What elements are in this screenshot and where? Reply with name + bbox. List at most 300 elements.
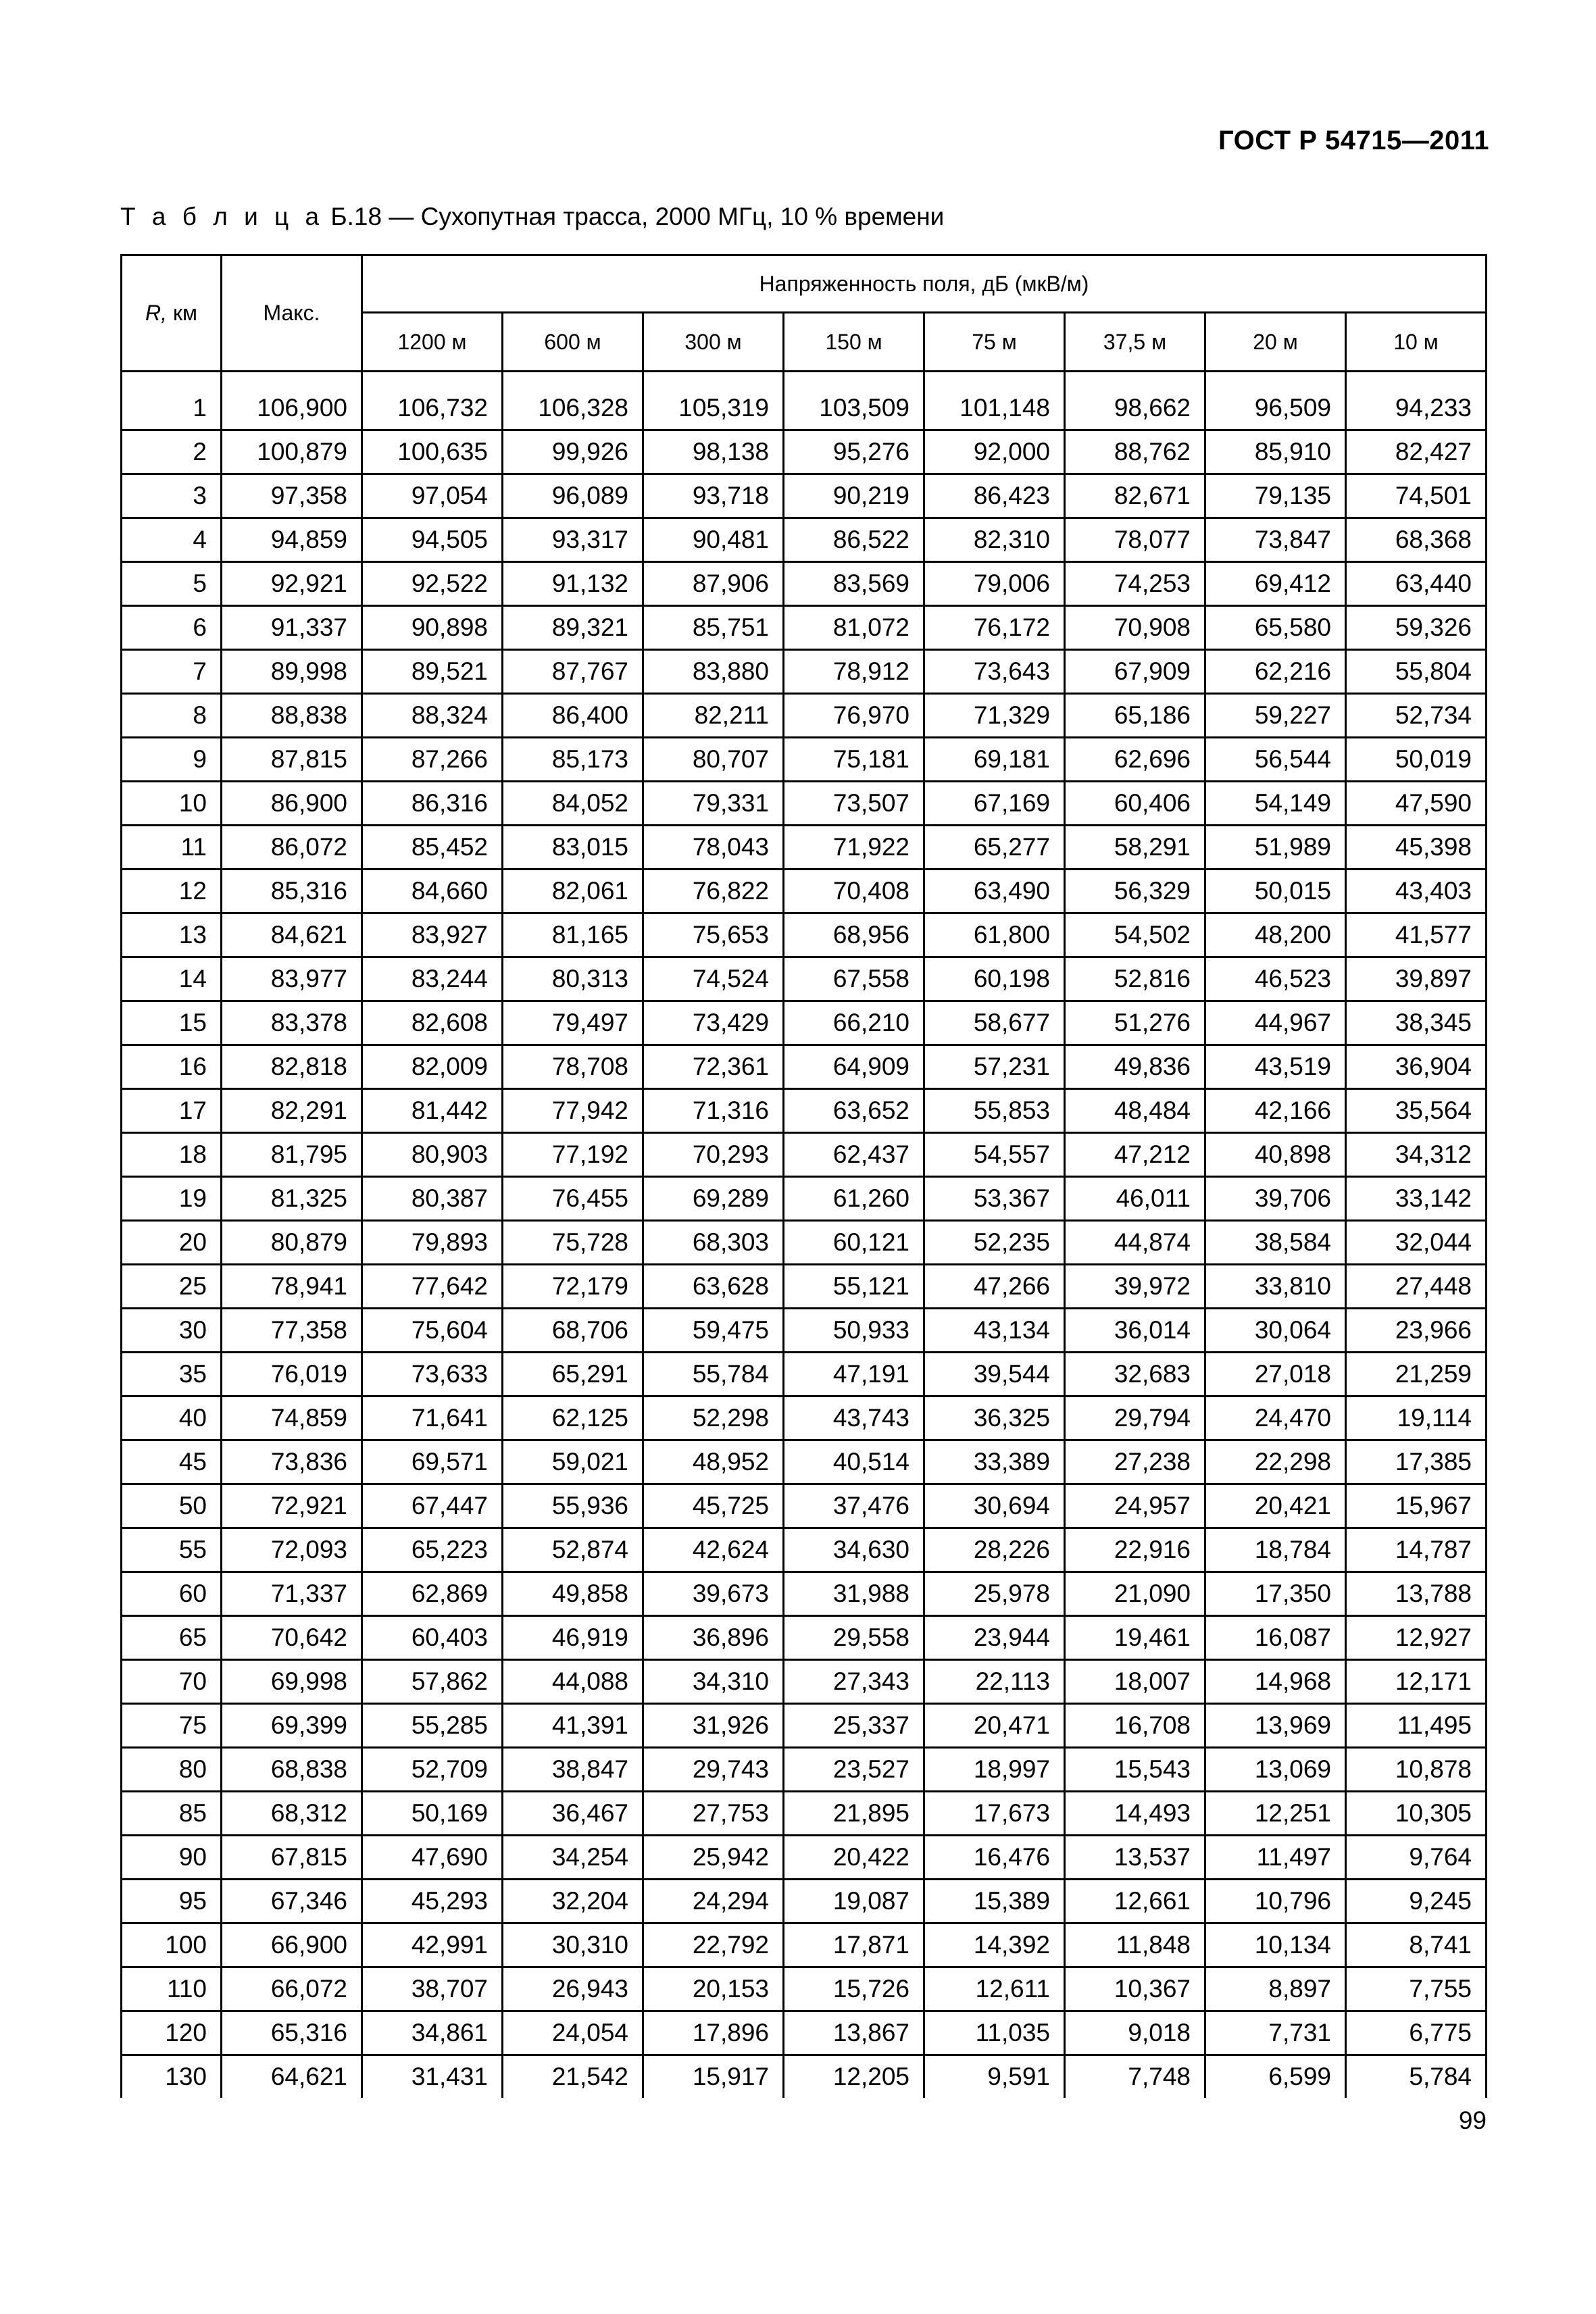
cell-value: 82,310 (924, 518, 1065, 562)
cell-value: 37,476 (784, 1484, 924, 1528)
cell-value: 59,227 (1205, 694, 1346, 738)
cell-value: 82,671 (1065, 474, 1205, 518)
cell-max: 92,921 (222, 562, 362, 606)
column-header-height: 600 м (503, 313, 643, 372)
table-row (122, 1792, 1487, 1836)
cell-value: 20,421 (1205, 1484, 1346, 1528)
cell-value: 74,253 (1065, 562, 1205, 606)
cell-distance: 35 (122, 1353, 222, 1397)
cell-value: 85,751 (643, 606, 784, 650)
cell-distance: 30 (122, 1309, 222, 1353)
cell-value: 92,000 (924, 430, 1065, 474)
column-header-max: Макс. (222, 255, 362, 372)
cell-value: 45,398 (1346, 826, 1487, 870)
cell-value: 95,276 (784, 430, 924, 474)
cell-max: 66,072 (222, 1967, 362, 2011)
table-row (122, 1309, 1487, 1353)
cell-value: 76,970 (784, 694, 924, 738)
cell-value: 103,509 (784, 387, 924, 430)
table-row (122, 870, 1487, 913)
cell-value: 47,266 (924, 1265, 1065, 1309)
cell-max: 68,838 (222, 1748, 362, 1792)
table-row (122, 1397, 1487, 1440)
cell-value: 22,113 (924, 1660, 1065, 1704)
cell-value: 42,624 (643, 1528, 784, 1572)
page-number: 99 (1458, 2107, 1487, 2134)
cell-value: 31,431 (362, 2055, 503, 2098)
cell-value: 61,260 (784, 1177, 924, 1221)
cell-distance: 80 (122, 1748, 222, 1792)
cell-max: 97,358 (222, 474, 362, 518)
cell-value: 64,909 (784, 1045, 924, 1089)
cell-value: 90,898 (362, 606, 503, 650)
table-row (122, 1704, 1487, 1748)
cell-value: 79,331 (643, 782, 784, 826)
cell-value: 82,427 (1346, 430, 1487, 474)
cell-value: 79,893 (362, 1221, 503, 1265)
cell-value: 68,956 (784, 913, 924, 957)
column-header-height: 10 м (1346, 313, 1487, 372)
cell-value: 13,788 (1346, 1572, 1487, 1616)
cell-value: 55,121 (784, 1265, 924, 1309)
cell-value: 84,660 (362, 870, 503, 913)
cell-value: 65,291 (503, 1353, 643, 1397)
cell-value: 70,908 (1065, 606, 1205, 650)
cell-value: 89,521 (362, 650, 503, 694)
cell-value: 82,061 (503, 870, 643, 913)
cell-value: 11,495 (1346, 1704, 1487, 1748)
cell-value: 22,916 (1065, 1528, 1205, 1572)
cell-value: 15,967 (1346, 1484, 1487, 1528)
cell-value: 11,035 (924, 2011, 1065, 2055)
cell-value: 80,313 (503, 957, 643, 1001)
cell-value: 49,858 (503, 1572, 643, 1616)
cell-value: 30,064 (1205, 1309, 1346, 1353)
cell-max: 70,642 (222, 1616, 362, 1660)
cell-value: 27,448 (1346, 1265, 1487, 1309)
cell-value: 43,519 (1205, 1045, 1346, 1089)
cell-value: 60,403 (362, 1616, 503, 1660)
cell-distance: 120 (122, 2011, 222, 2055)
cell-value: 7,755 (1346, 1967, 1487, 2011)
cell-value: 77,192 (503, 1133, 643, 1177)
cell-value: 59,021 (503, 1440, 643, 1484)
cell-value: 101,148 (924, 387, 1065, 430)
cell-value: 46,011 (1065, 1177, 1205, 1221)
cell-value: 32,683 (1065, 1353, 1205, 1397)
cell-value: 29,743 (643, 1748, 784, 1792)
cell-value: 13,969 (1205, 1704, 1346, 1748)
cell-value: 42,166 (1205, 1089, 1346, 1133)
cell-value: 68,303 (643, 1221, 784, 1265)
cell-distance: 13 (122, 913, 222, 957)
table-row (122, 1660, 1487, 1704)
cell-value: 86,423 (924, 474, 1065, 518)
cell-value: 39,673 (643, 1572, 784, 1616)
cell-value: 83,927 (362, 913, 503, 957)
cell-value: 62,216 (1205, 650, 1346, 694)
cell-value: 49,836 (1065, 1045, 1205, 1089)
cell-value: 71,922 (784, 826, 924, 870)
cell-value: 75,653 (643, 913, 784, 957)
cell-value: 83,015 (503, 826, 643, 870)
cell-distance: 65 (122, 1616, 222, 1660)
cell-distance: 12 (122, 870, 222, 913)
cell-distance: 6 (122, 606, 222, 650)
cell-value: 15,917 (643, 2055, 784, 2098)
cell-value: 58,677 (924, 1001, 1065, 1045)
cell-value: 18,784 (1205, 1528, 1346, 1572)
cell-value: 78,043 (643, 826, 784, 870)
cell-value: 33,142 (1346, 1177, 1487, 1221)
cell-value: 92,522 (362, 562, 503, 606)
cell-value: 96,089 (503, 474, 643, 518)
cell-value: 47,590 (1346, 782, 1487, 826)
cell-value: 46,919 (503, 1616, 643, 1660)
cell-value: 40,514 (784, 1440, 924, 1484)
cell-distance: 9 (122, 738, 222, 782)
cell-distance: 16 (122, 1045, 222, 1089)
cell-value: 17,385 (1346, 1440, 1487, 1484)
cell-value: 30,310 (503, 1923, 643, 1967)
cell-value: 10,878 (1346, 1748, 1487, 1792)
cell-value: 10,305 (1346, 1792, 1487, 1836)
table-row (122, 957, 1487, 1001)
cell-value: 52,734 (1346, 694, 1487, 738)
cell-value: 93,317 (503, 518, 643, 562)
cell-distance: 110 (122, 1967, 222, 2011)
cell-value: 82,211 (643, 694, 784, 738)
cell-max: 86,900 (222, 782, 362, 826)
cell-value: 27,753 (643, 1792, 784, 1836)
cell-value: 18,007 (1065, 1660, 1205, 1704)
cell-value: 21,259 (1346, 1353, 1487, 1397)
cell-value: 17,896 (643, 2011, 784, 2055)
cell-max: 85,316 (222, 870, 362, 913)
cell-max: 71,337 (222, 1572, 362, 1616)
cell-value: 65,580 (1205, 606, 1346, 650)
cell-value: 85,452 (362, 826, 503, 870)
table-row (122, 1265, 1487, 1309)
cell-value: 69,181 (924, 738, 1065, 782)
cell-value: 5,784 (1346, 2055, 1487, 2098)
cell-max: 84,621 (222, 913, 362, 957)
cell-distance: 55 (122, 1528, 222, 1572)
cell-value: 62,437 (784, 1133, 924, 1177)
cell-value: 81,442 (362, 1089, 503, 1133)
cell-value: 47,191 (784, 1353, 924, 1397)
cell-value: 39,897 (1346, 957, 1487, 1001)
cell-value: 14,493 (1065, 1792, 1205, 1836)
table-row (122, 1967, 1487, 2011)
cell-value: 19,461 (1065, 1616, 1205, 1660)
cell-distance: 18 (122, 1133, 222, 1177)
cell-value: 57,231 (924, 1045, 1065, 1089)
cell-value: 16,476 (924, 1836, 1065, 1880)
cell-distance: 5 (122, 562, 222, 606)
cell-value: 59,475 (643, 1309, 784, 1353)
table-row (122, 1528, 1487, 1572)
cell-value: 66,210 (784, 1001, 924, 1045)
cell-value: 36,896 (643, 1616, 784, 1660)
cell-value: 80,707 (643, 738, 784, 782)
cell-value: 34,254 (503, 1836, 643, 1880)
document-standard-header: ГОСТ Р 54715—2011 (1218, 126, 1489, 155)
cell-distance: 130 (122, 2055, 222, 2098)
cell-value: 15,389 (924, 1880, 1065, 1923)
cell-value: 91,132 (503, 562, 643, 606)
cell-value: 9,764 (1346, 1836, 1487, 1880)
cell-value: 21,542 (503, 2055, 643, 2098)
column-header-distance (122, 255, 222, 372)
cell-value: 27,343 (784, 1660, 924, 1704)
cell-value: 77,642 (362, 1265, 503, 1309)
cell-value: 70,408 (784, 870, 924, 913)
cell-value: 100,635 (362, 430, 503, 474)
cell-value: 16,087 (1205, 1616, 1346, 1660)
cell-max: 67,815 (222, 1836, 362, 1880)
cell-value: 78,912 (784, 650, 924, 694)
cell-value: 54,557 (924, 1133, 1065, 1177)
cell-value: 42,991 (362, 1923, 503, 1967)
cell-value: 25,337 (784, 1704, 924, 1748)
cell-distance: 50 (122, 1484, 222, 1528)
cell-value: 53,367 (924, 1177, 1065, 1221)
field-strength-table (120, 254, 1487, 2098)
cell-distance: 25 (122, 1265, 222, 1309)
cell-distance: 1 (122, 387, 222, 430)
cell-value: 80,387 (362, 1177, 503, 1221)
cell-value: 79,006 (924, 562, 1065, 606)
column-header-height: 300 м (643, 313, 784, 372)
cell-max: 82,291 (222, 1089, 362, 1133)
cell-value: 73,643 (924, 650, 1065, 694)
table-row (122, 2055, 1487, 2098)
table-row (122, 1880, 1487, 1923)
cell-max: 83,378 (222, 1001, 362, 1045)
column-header-height: 150 м (784, 313, 924, 372)
cell-value: 68,368 (1346, 518, 1487, 562)
cell-value: 78,708 (503, 1045, 643, 1089)
cell-value: 88,324 (362, 694, 503, 738)
cell-value: 52,874 (503, 1528, 643, 1572)
cell-value: 81,072 (784, 606, 924, 650)
cell-value: 86,522 (784, 518, 924, 562)
cell-value: 74,524 (643, 957, 784, 1001)
cell-value: 24,957 (1065, 1484, 1205, 1528)
cell-value: 11,848 (1065, 1923, 1205, 1967)
cell-value: 74,501 (1346, 474, 1487, 518)
cell-value: 23,966 (1346, 1309, 1487, 1353)
cell-value: 43,134 (924, 1309, 1065, 1353)
cell-max: 72,093 (222, 1528, 362, 1572)
cell-value: 84,052 (503, 782, 643, 826)
cell-value: 12,661 (1065, 1880, 1205, 1923)
cell-value: 50,933 (784, 1309, 924, 1353)
cell-max: 66,900 (222, 1923, 362, 1967)
cell-value: 21,090 (1065, 1572, 1205, 1616)
cell-value: 77,942 (503, 1089, 643, 1133)
cell-value: 90,481 (643, 518, 784, 562)
cell-value: 51,276 (1065, 1001, 1205, 1045)
column-header-height: 1200 м (362, 313, 503, 372)
cell-value: 47,212 (1065, 1133, 1205, 1177)
cell-value: 13,537 (1065, 1836, 1205, 1880)
column-header-distance-symbol: R, (145, 301, 168, 325)
cell-value: 67,447 (362, 1484, 503, 1528)
cell-value: 25,978 (924, 1572, 1065, 1616)
table-row (122, 913, 1487, 957)
cell-value: 50,019 (1346, 738, 1487, 782)
cell-value: 76,822 (643, 870, 784, 913)
cell-value: 82,009 (362, 1045, 503, 1089)
cell-value: 87,266 (362, 738, 503, 782)
cell-value: 41,391 (503, 1704, 643, 1748)
table-caption (120, 203, 944, 231)
table-row (122, 1440, 1487, 1484)
cell-value: 70,293 (643, 1133, 784, 1177)
cell-value: 48,952 (643, 1440, 784, 1484)
cell-max: 88,838 (222, 694, 362, 738)
cell-value: 21,895 (784, 1792, 924, 1836)
cell-value: 98,138 (643, 430, 784, 474)
table-row (122, 738, 1487, 782)
table-row (122, 650, 1487, 694)
cell-value: 71,316 (643, 1089, 784, 1133)
cell-value: 99,926 (503, 430, 643, 474)
cell-value: 105,319 (643, 387, 784, 430)
cell-value: 44,874 (1065, 1221, 1205, 1265)
table-row (122, 1045, 1487, 1089)
cell-value: 12,927 (1346, 1616, 1487, 1660)
cell-value: 73,633 (362, 1353, 503, 1397)
cell-value: 34,312 (1346, 1133, 1487, 1177)
cell-value: 30,694 (924, 1484, 1065, 1528)
cell-max: 72,921 (222, 1484, 362, 1528)
cell-value: 54,502 (1065, 913, 1205, 957)
cell-value: 68,706 (503, 1309, 643, 1353)
cell-value: 63,628 (643, 1265, 784, 1309)
cell-max: 65,316 (222, 2011, 362, 2055)
cell-value: 9,018 (1065, 2011, 1205, 2055)
cell-value: 52,235 (924, 1221, 1065, 1265)
cell-value: 69,412 (1205, 562, 1346, 606)
cell-max: 77,358 (222, 1309, 362, 1353)
cell-value: 17,673 (924, 1792, 1065, 1836)
cell-max: 76,019 (222, 1353, 362, 1397)
cell-distance: 4 (122, 518, 222, 562)
table-row (122, 2011, 1487, 2055)
cell-value: 75,604 (362, 1309, 503, 1353)
cell-value: 15,726 (784, 1967, 924, 2011)
table-caption-label: Т а б л и ц а (120, 203, 324, 230)
cell-value: 85,910 (1205, 430, 1346, 474)
cell-value: 24,470 (1205, 1397, 1346, 1440)
cell-value: 63,440 (1346, 562, 1487, 606)
cell-value: 44,967 (1205, 1001, 1346, 1045)
cell-value: 45,293 (362, 1880, 503, 1923)
cell-value: 46,523 (1205, 957, 1346, 1001)
cell-value: 48,484 (1065, 1089, 1205, 1133)
cell-value: 90,219 (784, 474, 924, 518)
cell-value: 26,943 (503, 1967, 643, 2011)
cell-value: 38,847 (503, 1748, 643, 1792)
cell-value: 34,310 (643, 1660, 784, 1704)
cell-value: 79,135 (1205, 474, 1346, 518)
table-row (122, 562, 1487, 606)
cell-distance: 7 (122, 650, 222, 694)
cell-value: 55,853 (924, 1089, 1065, 1133)
cell-max: 86,072 (222, 826, 362, 870)
cell-value: 72,179 (503, 1265, 643, 1309)
cell-max: 91,337 (222, 606, 362, 650)
cell-value: 23,944 (924, 1616, 1065, 1660)
cell-value: 15,543 (1065, 1748, 1205, 1792)
cell-value: 76,172 (924, 606, 1065, 650)
cell-value: 83,880 (643, 650, 784, 694)
cell-value: 31,926 (643, 1704, 784, 1748)
cell-max: 69,399 (222, 1704, 362, 1748)
table-body (122, 372, 1487, 2098)
cell-value: 50,015 (1205, 870, 1346, 913)
cell-value: 11,497 (1205, 1836, 1346, 1880)
table-row (122, 387, 1487, 430)
cell-max: 106,900 (222, 387, 362, 430)
cell-value: 106,328 (503, 387, 643, 430)
cell-value: 20,422 (784, 1836, 924, 1880)
cell-max: 81,795 (222, 1133, 362, 1177)
cell-value: 69,571 (362, 1440, 503, 1484)
cell-max: 67,346 (222, 1880, 362, 1923)
cell-value: 47,690 (362, 1836, 503, 1880)
cell-value: 58,291 (1065, 826, 1205, 870)
cell-value: 73,847 (1205, 518, 1346, 562)
cell-max: 83,977 (222, 957, 362, 1001)
cell-value: 33,810 (1205, 1265, 1346, 1309)
cell-value: 20,153 (643, 1967, 784, 2011)
cell-distance: 14 (122, 957, 222, 1001)
cell-value: 63,490 (924, 870, 1065, 913)
cell-distance: 40 (122, 1397, 222, 1440)
cell-value: 45,725 (643, 1484, 784, 1528)
cell-value: 39,544 (924, 1353, 1065, 1397)
cell-distance: 85 (122, 1792, 222, 1836)
cell-value: 41,577 (1346, 913, 1487, 957)
cell-value: 73,429 (643, 1001, 784, 1045)
cell-value: 80,903 (362, 1133, 503, 1177)
cell-value: 67,169 (924, 782, 1065, 826)
cell-value: 40,898 (1205, 1133, 1346, 1177)
cell-distance: 15 (122, 1001, 222, 1045)
cell-max: 87,815 (222, 738, 362, 782)
cell-max: 74,859 (222, 1397, 362, 1440)
cell-value: 23,527 (784, 1748, 924, 1792)
cell-distance: 70 (122, 1660, 222, 1704)
column-group-header-field-strength: Напряженность поля, дБ (мкВ/м) (362, 255, 1487, 313)
cell-max: 78,941 (222, 1265, 362, 1309)
cell-value: 39,706 (1205, 1177, 1346, 1221)
cell-value: 65,223 (362, 1528, 503, 1572)
cell-value: 35,564 (1346, 1089, 1487, 1133)
cell-value: 65,186 (1065, 694, 1205, 738)
cell-value: 96,509 (1205, 387, 1346, 430)
table-row (122, 1572, 1487, 1616)
cell-value: 14,392 (924, 1923, 1065, 1967)
table-row (122, 694, 1487, 738)
cell-value: 65,277 (924, 826, 1065, 870)
cell-value: 71,641 (362, 1397, 503, 1440)
table-row (122, 826, 1487, 870)
